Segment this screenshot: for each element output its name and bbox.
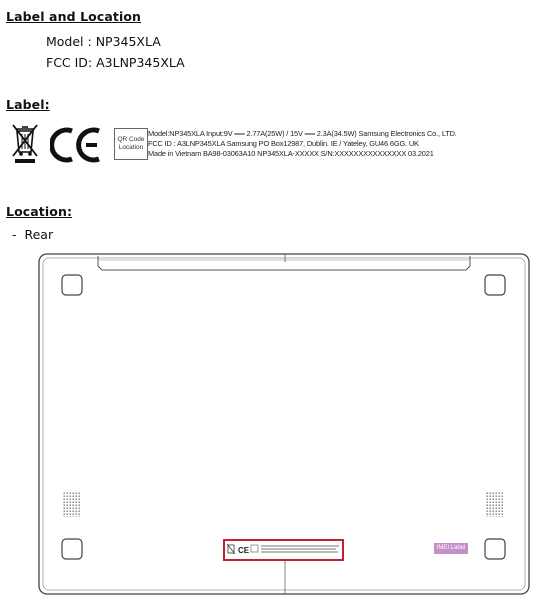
qr-code-location-text: QR Code Location: [117, 136, 145, 151]
model-line: Model : NP345XLA: [46, 34, 161, 49]
location-bullet: - Rear: [12, 227, 54, 242]
rubber-foot-bottom-right: [485, 539, 505, 559]
fcc-id-line: FCC ID: A3LNP345XLA: [46, 55, 185, 70]
rubber-foot-top-left: [62, 275, 82, 295]
rubber-foot-bottom-left: [62, 539, 82, 559]
location-heading: Location:: [6, 204, 73, 219]
label-line-3: Made in Vietnam BA98-03063A10 NP345XLA-XXXXX S/N:XXXXXXXXXXXXXXX 03.2021: [148, 149, 434, 158]
page-title: Label and Location: [6, 9, 142, 24]
speaker-grille-right: [486, 491, 503, 517]
label-line-2: FCC ID : A3LNP345XLA Samsung PO Box12987, Dublin. IE / Yateley, GU46 6GG. UK: [148, 139, 419, 148]
label-line-1: Model:NP345XLA Input:9V ══ 2.77A(25W) / 15V ══ 2.3A(34.5W) Samsung Electronics Co., LTD.: [148, 129, 457, 138]
svg-text:CE: CE: [238, 546, 250, 555]
speaker-grille-left: [63, 491, 80, 517]
rubber-foot-top-right: [485, 275, 505, 295]
location-item: Rear: [24, 227, 54, 242]
imei-label-text: IMEI Label: [436, 545, 466, 551]
label-heading: Label:: [6, 97, 50, 112]
